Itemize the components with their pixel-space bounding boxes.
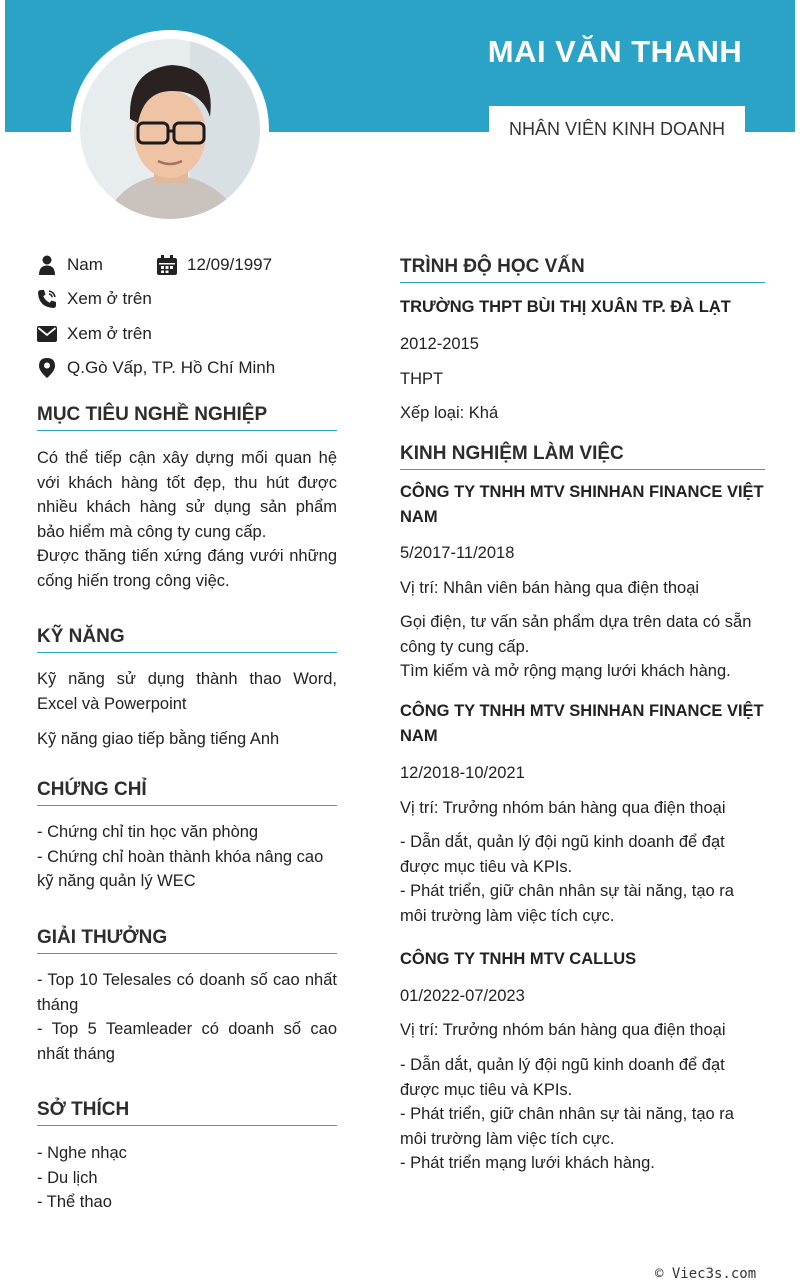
job-period: 5/2017-11/2018 (400, 544, 515, 562)
hobbies-list (37, 1141, 337, 1215)
certificate-item: - Chứng chỉ tin học văn phòng (37, 823, 259, 841)
certificate-item: - Chứng chỉ hoàn thành khóa nâng cao kỹ năng quản lý WEC (37, 847, 324, 890)
objective-text (37, 446, 337, 593)
job-company: CÔNG TY TNHH MTV SHINHAN FINANCE VIỆT NAM (400, 702, 764, 745)
hobby-item: - Thể thao (37, 1193, 112, 1211)
certificates-list (37, 820, 337, 894)
job-period: 01/2022-07/2023 (400, 987, 525, 1005)
award-item: - Top 10 Telesales có doanh số cao nhất tháng (37, 971, 337, 1014)
job-position: Vị trí: Nhân viên bán hàng qua điện thoại (400, 579, 700, 597)
job-duty: - Dẫn dắt, quản lý đội ngũ kinh doanh để đạt được mục tiêu và KPIs. (400, 833, 725, 876)
job-duty: - Phát triển, giữ chân nhân sự tài năng, tạo ra môi trường làm việc tích cực. (400, 1105, 734, 1148)
objective-line: Được thăng tiến xứng đáng vưới những cống hiến trong công việc. (37, 547, 337, 590)
email-icon (37, 324, 57, 344)
info-phone (37, 289, 152, 309)
education-school: TRƯỜNG THPT BÙI THỊ XUÂN TP. ĐÀ LẠT (400, 298, 731, 316)
job-title: NHÂN VIÊN KINH DOANH (489, 106, 745, 152)
info-gender (37, 255, 103, 275)
job-position: Vị trí: Trưởng nhóm bán hàng qua điện thoại (400, 799, 726, 817)
avatar (80, 39, 260, 219)
job-company: CÔNG TY TNHH MTV SHINHAN FINANCE VIỆT NAM (400, 483, 764, 526)
job-position: Vị trí: Trưởng nhóm bán hàng qua điện thoại (400, 1021, 726, 1039)
info-email (37, 324, 152, 344)
objective-line: Có thể tiếp cận xây dựng mối quan hệ với khách hàng tốt đẹp, thu hút được nhiều khách hàng sử dụng sản phẩm bảo hiểm mà công ty cung cấp. (37, 449, 337, 541)
birthdate-text: 12/09/1997 (187, 255, 273, 274)
info-address (37, 358, 275, 378)
job-duties (400, 830, 765, 928)
job-duty: - Dẫn dắt, quản lý đội ngũ kinh doanh để đạt được mục tiêu và KPIs. (400, 1056, 725, 1099)
user-icon (37, 255, 57, 275)
certificates-title: CHỨNG CHỈ (37, 779, 337, 806)
hobby-item: - Du lịch (37, 1168, 98, 1187)
gender-text: Nam (67, 255, 103, 274)
award-item: - Top 5 Teamleader có doanh số cao nhất tháng (37, 1020, 337, 1063)
experience-title: KINH NGHIỆM LÀM VIỆC (400, 443, 765, 470)
education-period: 2012-2015 (400, 335, 479, 353)
education-grade: Xếp loại: Khá (400, 404, 499, 422)
footer-credit: © Viec3s.com (655, 1266, 757, 1282)
phone-text: Xem ở trên (67, 289, 152, 308)
job-duties (400, 610, 765, 684)
job-duty: Tìm kiếm và mở rộng mạng lưới khách hàng. (400, 662, 731, 680)
education-title: TRÌNH ĐỘ HỌC VẤN (400, 256, 765, 283)
calendar-icon (157, 255, 177, 275)
skills-title: KỸ NĂNG (37, 626, 337, 653)
job-period: 12/2018-10/2021 (400, 764, 525, 782)
objective-title: MỤC TIÊU NGHỀ NGHIỆP (37, 404, 337, 431)
job-company: CÔNG TY TNHH MTV CALLUS (400, 950, 637, 968)
education-degree: THPT (400, 370, 444, 388)
phone-icon (37, 289, 57, 309)
awards-title: GIẢI THƯỞNG (37, 927, 337, 954)
hobby-item: - Nghe nhạc (37, 1144, 127, 1162)
awards-list (37, 968, 337, 1066)
skill-item: Kỹ năng sử dụng thành thao Word, Excel và Powerpoint (37, 670, 337, 713)
job-duty: - Phát triển, giữ chân nhân sự tài năng, tạo ra môi trường làm việc tích cực. (400, 882, 734, 925)
job-duty: - Phát triển mạng lưới khách hàng. (400, 1154, 655, 1172)
email-text: Xem ở trên (67, 324, 152, 343)
skill-item: Kỹ năng giao tiếp bằng tiếng Anh (37, 730, 280, 748)
address-text: Q.Gò Vấp, TP. Hồ Chí Minh (67, 358, 276, 377)
candidate-name: MAI VĂN THANH (487, 34, 743, 69)
location-icon (37, 358, 57, 378)
job-duties (400, 1053, 765, 1176)
hobbies-title: SỞ THÍCH (37, 1099, 337, 1126)
info-birthdate (157, 255, 272, 275)
job-duty: Gọi điện, tư vấn sản phẩm dựa trên data có sẵn công ty cung cấp. (400, 613, 752, 656)
